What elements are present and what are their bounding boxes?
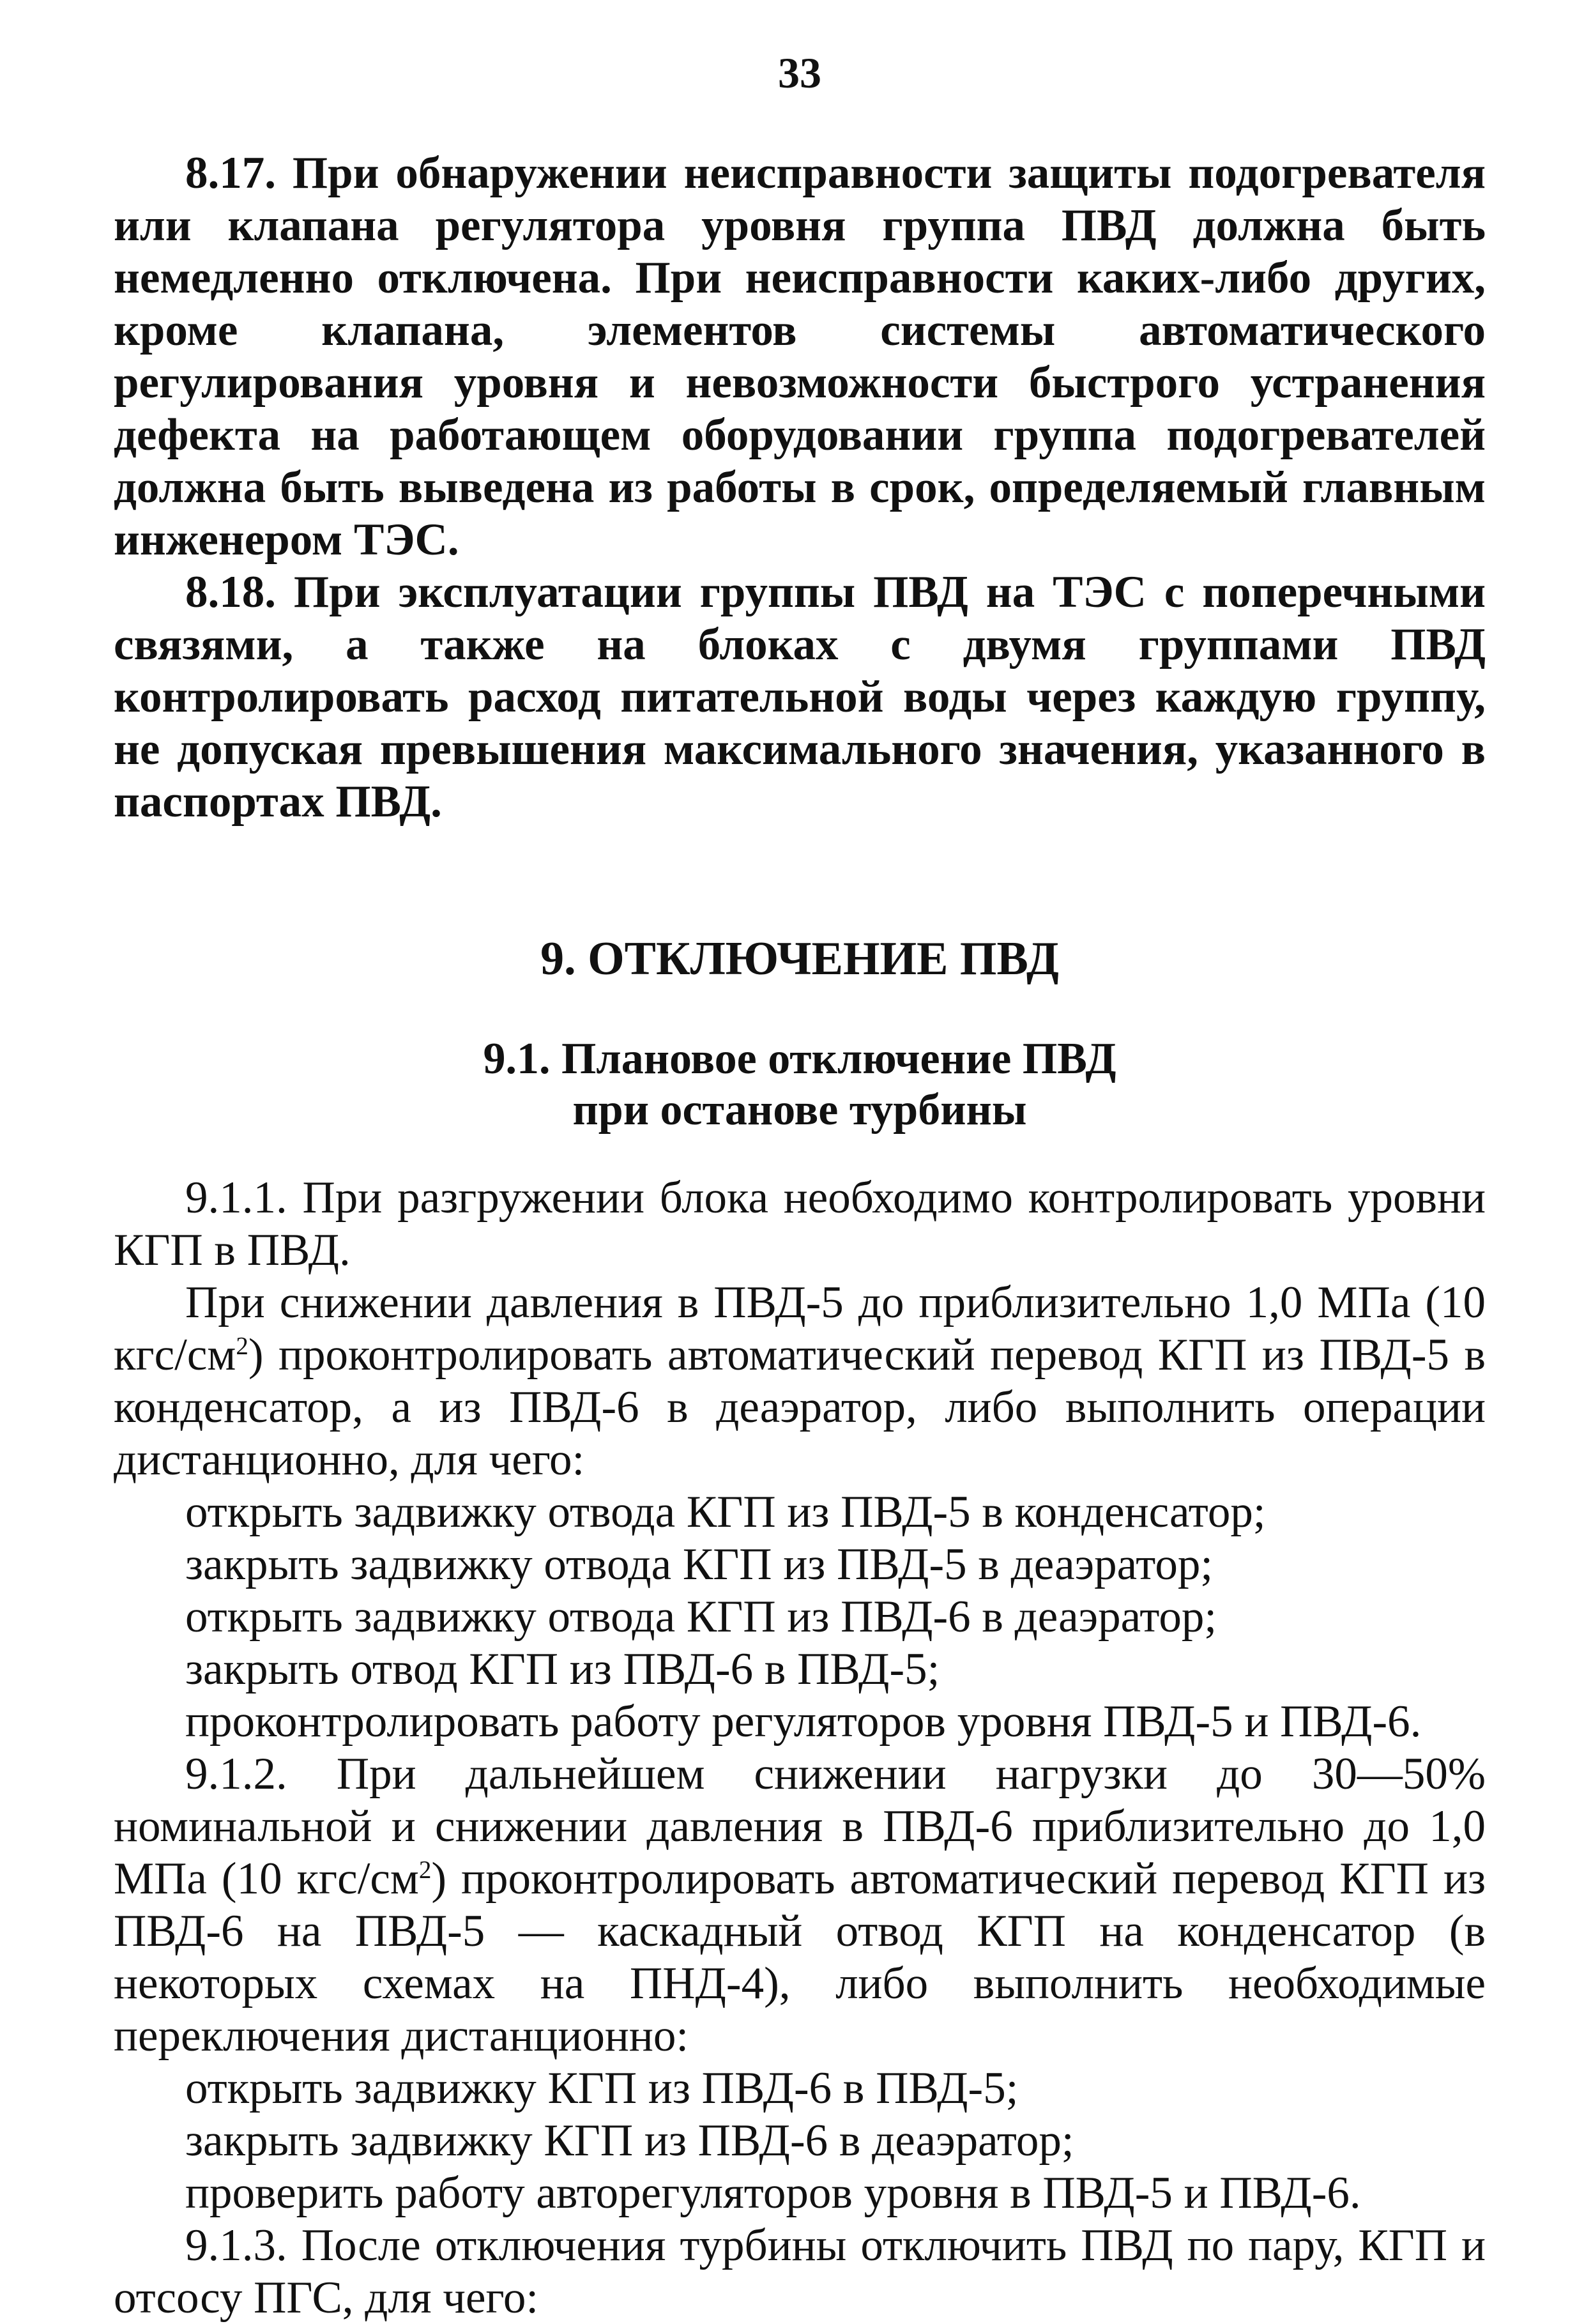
list-item: открыть задвижку отвода КГП из ПВД-5 в конденсатор; [185, 1487, 1266, 1537]
list-item: закрыть задвижку КГП из ПВД-6 в деаэратор; [185, 2116, 1074, 2166]
list-item: закрыть задвижку отвода КГП из ПВД-5 в деаэратор; [185, 1540, 1214, 1589]
p912-text-a: 9.1.2. При дальнейшем снижении нагрузки до 30—50% номинальной и снижении давления в ПВД-6 приблизительно до 1,0 МПа (10 кгс/см [114, 1749, 1486, 1904]
list-item: проверить работу авторегуляторов уровня в ПВД-5 и ПВД-6. [185, 2168, 1361, 2218]
section-9-body [114, 1172, 1486, 2324]
subsection-title-line1: 9.1. Плановое отключение ПВД [483, 1034, 1116, 1083]
p912-text-b: ) проконтролировать автоматический перевод КГП из ПВД-6 на ПВД-5 — каскадный отвод КГП на конденсатор (в некоторых схемах на ПНД-4), либо выполнить необходимые переключения дистанционно: [114, 1854, 1486, 2061]
superscript-2: 2 [418, 1856, 432, 1884]
page-content [114, 147, 1486, 2324]
list-item: проконтролировать работу регуляторов уровня ПВД-5 и ПВД-6. [185, 1697, 1422, 1747]
steps-list-2 [114, 2062, 1486, 2219]
list-item: закрыть отвод КГП из ПВД-6 в ПВД-5; [185, 1644, 940, 1694]
steps-list-1 [114, 1486, 1486, 1748]
section-8-block [114, 147, 1486, 828]
page-number: 33 [778, 49, 821, 97]
pressure-text-b: ) проконтролировать автоматический перевод КГП из ПВД-5 в конденсатор, а из ПВД-6 в деаэратор, либо выполнить операции дистанционно, для чего: [114, 1330, 1486, 1485]
paragraph-pressure [114, 1276, 1486, 1486]
paragraph-9-1-3: 9.1.3. После отключения турбины отключить ПВД по пару, КГП и отсосу ПГС, для чего: [114, 2221, 1486, 2323]
paragraph-9-1-1: 9.1.1. При разгружении блока необходимо контролировать уровни КГП в ПВД. [114, 1173, 1486, 1275]
section-9-title: 9. ОТКЛЮЧЕНИЕ ПВД [540, 933, 1059, 985]
paragraph-8-18: 8.18. При эксплуатации группы ПВД на ТЭС с поперечными связями, а также на блоках с двумя группами ПВД контролировать расход питательной воды через каждую группу, не допуская превышения максимального значения, указанного в паспортах ПВД. [114, 567, 1486, 827]
subsection-title-line2: при останове турбины [572, 1085, 1027, 1135]
paragraph-8-17: 8.17. При обнаружении неисправности защиты подогревателя или клапана регулятора уровня группа ПВД должна быть немедленно отключена. При неисправности каких-либо других, кроме клапана, элементов системы автоматического регулирования уровня и невозможности быстрого устранения дефекта на работающем оборудовании группа подогревателей должна быть выведена из работы в срок, определяемый главным инженером ТЭС. [114, 148, 1486, 565]
document-page [114, 0, 1486, 2323]
list-item: открыть задвижку КГП из ПВД-6 в ПВД-5; [185, 2063, 1019, 2113]
list-item: открыть задвижку отвода КГП из ПВД-6 в деаэратор; [185, 1592, 1217, 1642]
superscript-2: 2 [236, 1332, 248, 1360]
paragraph-9-1-2 [114, 1748, 1486, 2062]
subsection-9-1-title [114, 1034, 1486, 1136]
pressure-text-a: При снижении давления в ПВД-5 до приблизительно 1,0 МПа (10 кгс/см [114, 1278, 1486, 1380]
